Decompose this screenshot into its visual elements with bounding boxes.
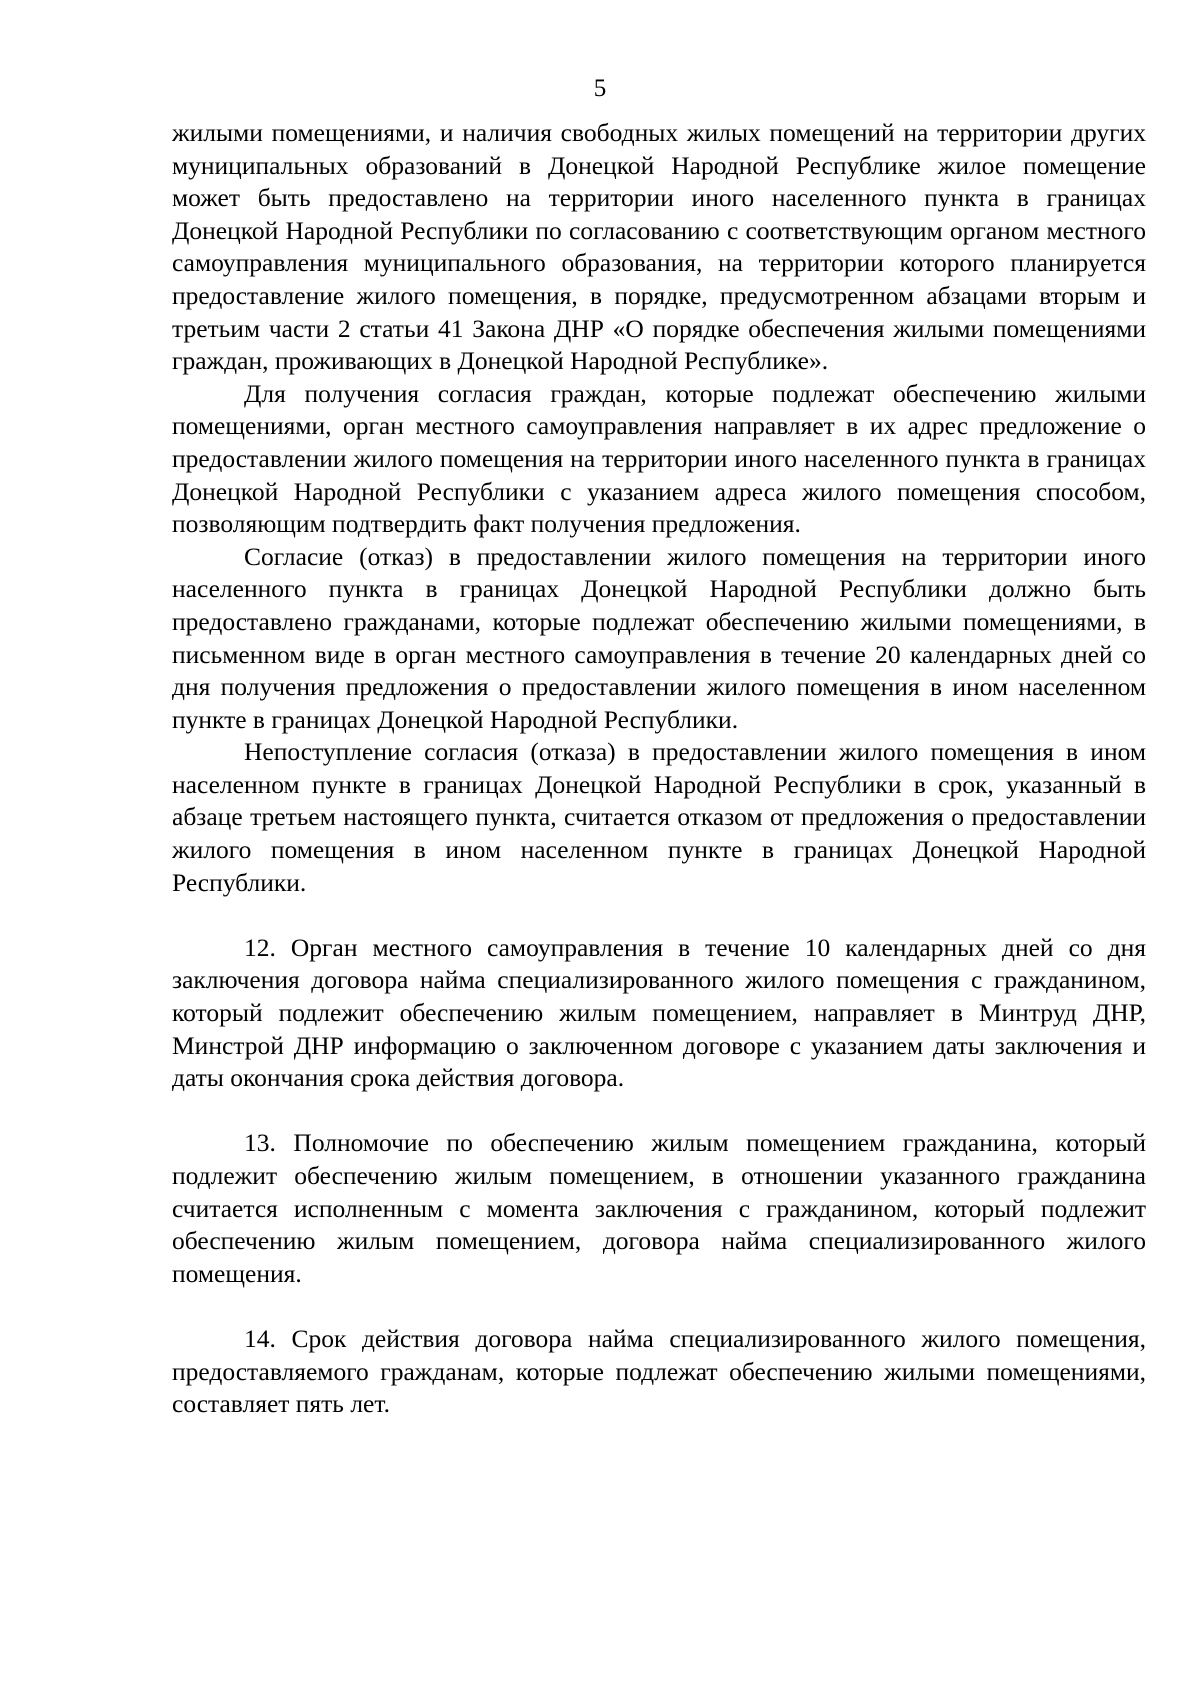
paragraph-consent-request: Для получения согласия граждан, которые подлежат обеспечению жилыми помещениями, орган местного самоуправления направляет в их адрес предложение о предоставлении жилого помещения на территории иного населенного пункта в границах Донецкой Народной Республики с указанием адреса жилого помещения способом, позволяющим подтвердить факт получения предложения. [172, 378, 1146, 539]
paragraph-consent-deadline: Согласие (отказ) в предоставлении жилого помещения на территории иного населенного пункта в границах Донецкой Народной Республики должно быть предоставлено гражданами, которые подлежат обеспечению жилыми помещениями, в письменном виде в орган местного самоуправления в течение 20 календарных дней со дня получения предложения о предоставлении жилого помещения в ином населенном пункте в границах Донецкой Народной Республики. [172, 541, 1146, 734]
paragraph-item-13: 13. Полномочие по обеспечению жилым помещением гражданина, который подлежит обеспечению жилым помещением, в отношении указанного гражданина считается исполненным с момента заключения с гражданином, который подлежит обеспечению жилым помещением, договора найма специализированного жилого помещения. [172, 1128, 1146, 1288]
page-number: 5 [593, 75, 607, 102]
paragraph-continuation: жилыми помещениями, и наличия свободных жилых помещений на территории других муниципальных образований в Донецкой Народной Республике жилое помещение может быть предоставлено на территории иного населенного пункта в границах Донецкой Народной Республики по согласованию с соответствующим органом местного самоуправления муниципального образования, на территории которого планируется предоставление жилого помещения, в порядке, предусмотренном абзацами вторым и третьим части 2 статьи 41 Закона ДНР «О порядке обеспечения жилыми помещениями граждан, проживающих в Донецкой Народной Республике». [172, 118, 1146, 376]
paragraph-item-12: 12. Орган местного самоуправления в течение 10 календарных дней со дня заключения договора найма специализированного жилого помещения с гражданином, который подлежит обеспечению жилым помещением, направляет в Минтруд ДНР, Минстрой ДНР информацию о заключенном договоре с указанием даты заключения и даты окончания срока действия договора. [172, 932, 1146, 1093]
paragraph-non-receipt: Непоступление согласия (отказа) в предоставлении жилого помещения в ином населенном пункте в границах Донецкой Народной Республики в срок, указанный в абзаце третьем настоящего пункта, считается отказом от предложения о предоставлении жилого помещения в ином населенном пункте в границах Донецкой Народной Республики. [172, 737, 1146, 897]
paragraph-item-14: 14. Срок действия договора найма специализированного жилого помещения, предоставляемого гражданам, которые подлежат обеспечению жилыми помещениями, составляет пять лет. [172, 1323, 1146, 1419]
document-body [172, 117, 1146, 1421]
